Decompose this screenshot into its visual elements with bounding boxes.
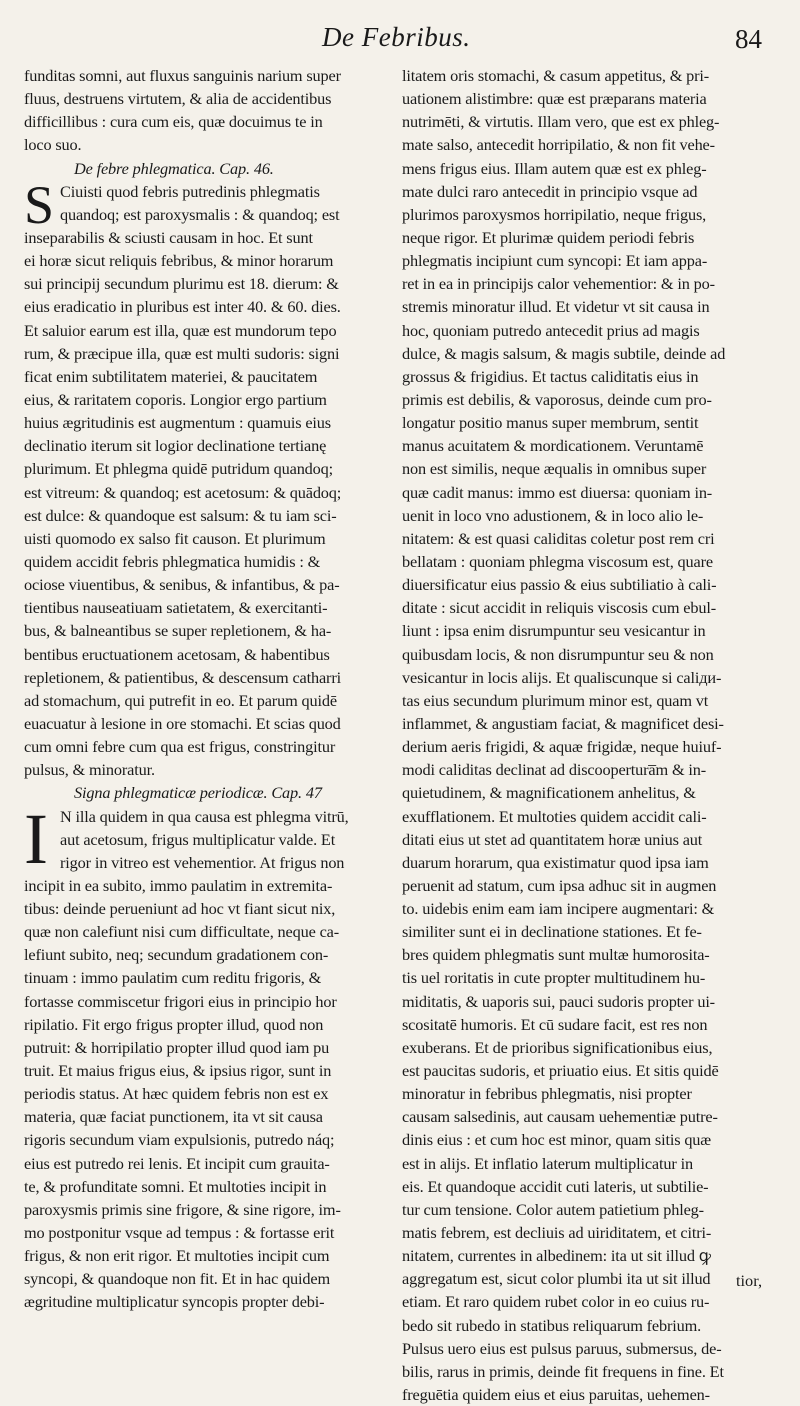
text-line: exuberans. Et de prioribus significationibus eius,: [402, 1037, 713, 1057]
text-line: dinis eius : et cum hoc est minor, quam sitis quæ: [402, 1130, 712, 1150]
page-header: [0, 22, 800, 56]
text-line: eius eradicatio in pluribus est inter 40. & 60. dies.: [24, 297, 341, 317]
text-line: Pulsus uero eius est pulsus paruus, submersus, de-: [402, 1338, 722, 1358]
text-line: nitatem: & est quasi caliditas coletur post rem cri: [402, 528, 715, 548]
text-line: quidem accidit febris phlegmatica humidis : &: [24, 551, 321, 571]
chapter-heading: Signa phlegmaticæ periodicæ. Cap. 47: [74, 783, 322, 803]
text-line: Et saluior earum est illa, quæ est mundorum tepo: [24, 320, 337, 340]
text-line: ociose viuentibus, & senibus, & infantibus, & pa-: [24, 575, 340, 595]
text-line: fluus, destruens virtutem, & alia de accidentibus: [24, 89, 332, 109]
text-line: to. uidebis enim eam iam incipere augmentari: &: [402, 899, 715, 919]
text-line: rigor in vitreo est vehementior. At frigus non: [60, 852, 345, 872]
text-line: aggregatum est, sicut color plumbi ita ut sit illud: [402, 1269, 711, 1289]
text-line: manus acuitatem & mordicationem. Veruntamē: [402, 436, 704, 456]
text-line: huius ægritudinis est augmentum : quamuis eius: [24, 413, 331, 433]
text-line: peruenit ad statum, cum ipsa adhuc sit in augmen: [402, 875, 717, 895]
text-line: tibus: deinde perueniunt ad hoc vt fiant sicut nix,: [24, 899, 336, 919]
text-line: euacuatur à lesione in ore stomachi. Et scias quod: [24, 713, 341, 733]
text-line: sui principij secundum plurimu est 18. dierum: &: [24, 274, 339, 294]
text-line: syncopi, & quandoque non fit. Et in hac quidem: [24, 1269, 331, 1289]
text-line: mate salso, antecedit horripilatio, & non fit vehe-: [402, 135, 715, 155]
text-line: phlegmatis incipiunt cum syncopi: Et iam appa-: [402, 251, 708, 271]
text-line: vesicantur in locis alijs. Et qualiscunque si caliди-: [402, 667, 722, 687]
text-line: hoc, quoniam putredo antecedit prius ad magis: [402, 320, 700, 340]
text-line: putruit: & horripilatio propter illud quod iam pu: [24, 1037, 330, 1057]
text-line: quandoq; est paroxysmalis : & quandoq; est: [60, 204, 340, 224]
text-line: ripilatio. Fit ergo frigus propter illud, quod non: [24, 1014, 324, 1034]
text-line: difficillibus : cura cum eis, quæ docuimus te in: [24, 112, 323, 132]
text-line: tis uel roritatis in cute propter multitudinem hu-: [402, 968, 706, 988]
text-line: ægritudine multiplicatur syncopis propter debi-: [24, 1292, 325, 1312]
text-line: freguētia quidem eius et eius paruitas, uehemen-: [402, 1385, 710, 1405]
text-line: frigus, & non erit rigor. Et multoties incipit cum: [24, 1246, 330, 1266]
text-line: inflammet, & angustiam faciat, & magnificet desi-: [402, 713, 724, 733]
text-line: paroxysmis primis sine frigore, & sine rigore, im-: [24, 1199, 341, 1219]
text-line: nutrimēti, & virtutis. Illam vero, que est ex phleg-: [402, 112, 720, 132]
text-line: quibusdam locis, & non disrumpuntur seu & non: [402, 644, 714, 664]
text-line: quæ non calefiunt nisi cum difficultate, neque ca-: [24, 922, 340, 942]
text-line: litatem oris stomachi, & casum appetitus, & pri-: [402, 66, 710, 85]
text-line: bus, & balneantibus se super repletionem, & ha-: [24, 621, 332, 641]
text-line: stremis minoratur illud. Et videtur vt sit causa in: [402, 297, 710, 317]
text-line: bilis, rarus in primis, deinde fit frequens in fine. Et: [402, 1361, 724, 1381]
text-line: rigoris secundum viam expulsionis, putredo náq;: [24, 1130, 335, 1150]
text-line: aut acetosum, frigus multiplicatur valde. Et: [60, 829, 336, 849]
text-line: similiter sunt ei in declinatione stationes. Et fe-: [402, 922, 702, 942]
text-line: pulsus, & minoratur.: [24, 760, 155, 780]
text-line: repletionem, & patientibus, & descensum catharri: [24, 667, 341, 687]
text-line: miditatis, & uaporis sui, pauci sudoris propter ui-: [402, 991, 715, 1011]
text-line: est paucitas sudoris, et priuatio eius. Et sitis quidē: [402, 1061, 719, 1081]
text-line: periodis status. At hæc quidem febris non est ex: [24, 1084, 329, 1104]
text-line: mens frigus eius. Illam autem quæ est ex phleg-: [402, 158, 707, 178]
text-line: liunt : ipsa enim disrumpuntur seu vesicantur in: [402, 621, 706, 641]
text-line: fortasse commiscetur frigori eius in principio hor: [24, 991, 337, 1011]
text-line: dulce, & magis salsum, & magis subtile, deinde ad: [402, 343, 726, 363]
text-line: derium aeris frigidi, & aquæ frigidæ, neque huiuf-: [402, 737, 722, 757]
text-line: plurimum. Et phlegma quidē putridum quandoq;: [24, 459, 334, 479]
text-line: cum omni febre cum qua est frigus, constringitur: [24, 737, 336, 757]
text-line: eius est putredo rei lenis. Et incipit cum grauita-: [24, 1153, 330, 1173]
left-column: [24, 64, 392, 1314]
text-line: incipit in ea subito, immo paulatim in extremita-: [24, 875, 333, 895]
text-line: ficat enim subtilitatem materiei, & paucitatem: [24, 366, 318, 386]
text-line: bentibus eructuationem acetosam, & habentibus: [24, 644, 330, 664]
text-line: eius, & raritatem coporis. Longior ergo partium: [24, 389, 327, 409]
text-line: grossus & frigidius. Et tactus caliditatis eius in: [402, 366, 699, 386]
text-line: exufflationem. Et multoties quidem accidit cali-: [402, 806, 707, 826]
text-line: tinuam : immo paulatim cum reditu frigoris, &: [24, 968, 322, 988]
text-line: duarum horarum, qua existimatur quod ipsa iam: [402, 852, 709, 872]
drop-capital: S: [24, 174, 55, 235]
chapter-heading: De febre phlegmatica. Cap. 46.: [74, 158, 274, 178]
text-line: est vitreum: & quandoq; est acetosum: & quādoq;: [24, 482, 342, 502]
text-line: ei horæ sicut reliquis febribus, & minor horarum: [24, 251, 334, 271]
chapter-46-opening: [24, 174, 392, 235]
text-line: ditate : sicut accidit in reliquis viscosis cum ebul-: [402, 598, 716, 618]
running-title: De Febribus.: [322, 22, 471, 52]
text-line: quæ cadit manus: immo est diuersa: quoniam in-: [402, 482, 713, 502]
text-line: est in alijs. Et inflatio laterum multiplicatur in: [402, 1153, 693, 1173]
text-line: rum, & præcipue illa, quæ est multi sudoris: signi: [24, 343, 340, 363]
text-line: matis febrem, est decliuis ad uiriditatem, et citri-: [402, 1223, 712, 1243]
text-line: etiam. Et raro quidem rubet color in eo cuius ru-: [402, 1292, 710, 1312]
text-line: uisti quomodo ex salso fit causon. Et plurimum: [24, 528, 326, 548]
text-line: modi caliditas declinat ad discoopertura̅m & in-: [402, 760, 707, 780]
text-line: tas eius secundum plurimum minor est, quam vt: [402, 690, 709, 710]
text-line: te, & profunditate somni. Et multoties incipit in: [24, 1176, 327, 1196]
text-line: neque rigor. Et plurimæ quidem periodi febris: [402, 227, 695, 247]
text-line: longatur positio manus super membrum, sentit: [402, 413, 699, 433]
text-line: tur cum tensione. Color autem patietium phleg-: [402, 1199, 704, 1219]
text-line: eis. Et quandoque accidit cuti lateris, ut subtilie-: [402, 1176, 709, 1196]
text-line: ditati eius ut stet ad quantitatem horæ unius aut: [402, 829, 703, 849]
text-line: bres quidem phlegmatis sunt multæ humorosita-: [402, 945, 710, 965]
text-line: truit. Et maius frigus eius, & ipsius rigor, sunt in: [24, 1061, 332, 1081]
text-line: declinatio iterum sit logior declinatione tertianę: [24, 436, 327, 456]
right-column: [402, 64, 770, 1406]
text-line: non est similis, neque æqualis in omnibus super: [402, 459, 707, 479]
text-line: quietudinem, & magnificationem anhelitus, &: [402, 783, 696, 803]
text-line: est dulce: & quandoque est salsum: & tu iam sci-: [24, 505, 337, 525]
text-line: uenit in loco vno adustionem, & in loco alio le-: [402, 505, 704, 525]
text-line: minoratur in febribus phlegmatis, nisi propter: [402, 1084, 692, 1104]
text-line: bedo sit rubedo in statibus reliquarum febrium.: [402, 1315, 702, 1335]
text-line: mo postponitur vsque ad tempus : & fortasse erit: [24, 1223, 335, 1243]
page-number: 84: [735, 24, 762, 54]
text-line: nitatem, currentes in albedinem: ita ut sit illud ꝙ: [402, 1246, 711, 1266]
text-line: N illa quidem in qua causa est phlegma vitrū,: [60, 806, 349, 826]
text-line: bellatam : quoniam phlegma viscosum est, quare: [402, 551, 713, 571]
text-line: primis est debilis, & vaporosus, deinde cum pro-: [402, 389, 712, 409]
text-line: funditas somni, aut fluxus sanguinis narium super: [24, 66, 341, 85]
drop-capital: I: [24, 798, 48, 879]
text-line: ad stomachum, qui putrefit in eo. Et parum quidē: [24, 690, 337, 710]
text-line: materia, quæ faciat punctionem, ita vt sit causa: [24, 1107, 323, 1127]
text-line: Ciuisti quod febris putredinis phlegmatis: [60, 181, 320, 201]
text-line: uationem alistimbre: quæ est præparans materia: [402, 89, 707, 109]
text-line: scositatē humoris. Et cū sudare facit, est res non: [402, 1014, 708, 1034]
catchword: tior,: [736, 1271, 763, 1290]
text-line: inseparabilis & sciusti causam in hoc. Et sunt: [24, 227, 313, 247]
text-line: ret in ea in principijs calor vehementior: & in po-: [402, 274, 715, 294]
text-line: plurimos paroxysmos horripilatio, neque frigus,: [402, 204, 707, 224]
text-line: tientibus nauseatiuam satietatem, & exercitanti-: [24, 598, 328, 618]
text-line: causam salsedinis, aut causam uehementiæ putre-: [402, 1107, 718, 1127]
text-line: loco suo.: [24, 135, 82, 155]
text-line: mate dulci raro antecedit in principio vsque ad: [402, 181, 698, 201]
text-line: lefiunt subito, neq; secundum gradationem con-: [24, 945, 329, 965]
text-line: diuersificatur eius passio & eius subtiliatio à cali-: [402, 575, 717, 595]
chapter-47-opening: [24, 798, 392, 879]
